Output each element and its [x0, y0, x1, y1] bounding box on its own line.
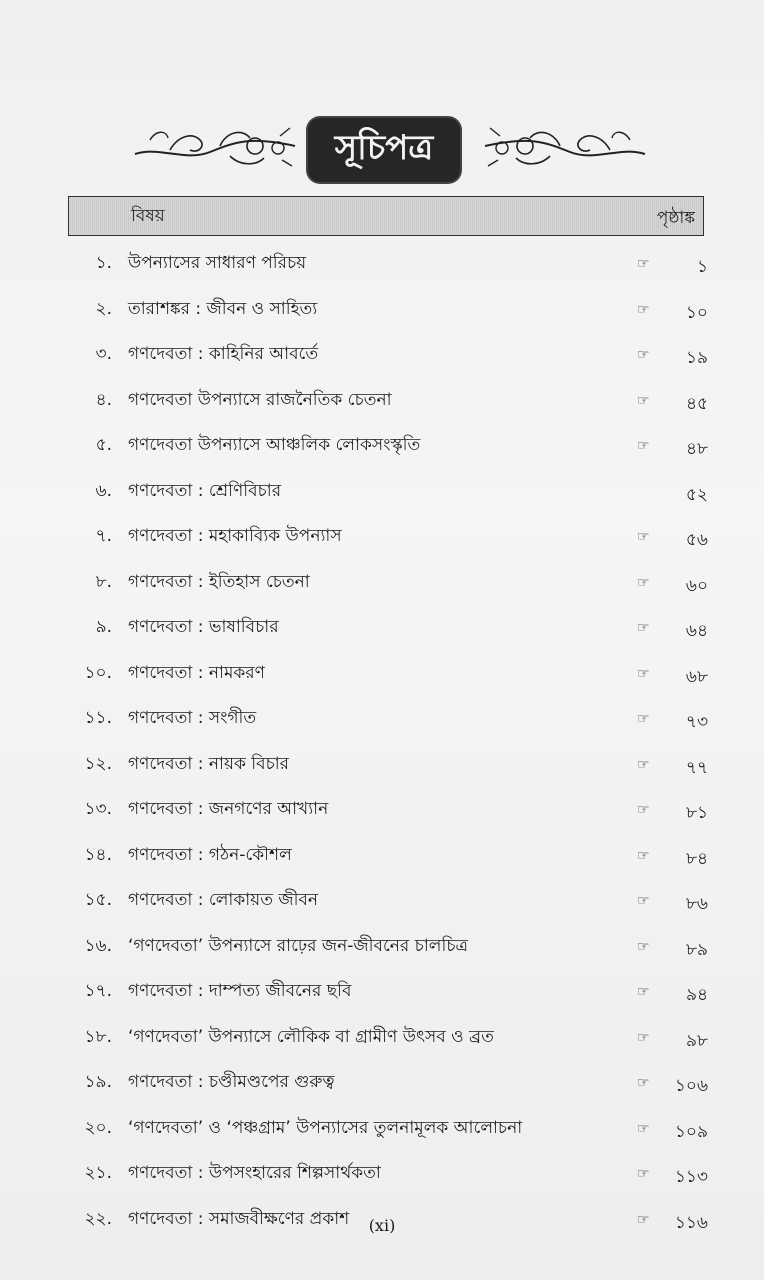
- toc-entry-number: ১৩.: [84, 799, 112, 819]
- pointing-hand-icon: ☞: [637, 256, 650, 272]
- contents-list: [0, 244, 764, 1245]
- toc-entry-number: ৪.: [95, 389, 112, 410]
- toc-entry-number: ২১.: [84, 1163, 112, 1183]
- toc-entry-title: উপন্যাসের সাধারণ পরিচয়: [128, 253, 307, 273]
- pointing-hand-icon: ☞: [637, 620, 650, 636]
- toc-entry-number: ২২.: [84, 1208, 112, 1229]
- toc-entry-title: তারাশঙ্কর : জীবন ও সাহিত্য: [128, 298, 318, 319]
- toc-entry-title: গণদেবতা : ইতিহাস চেতনা: [128, 571, 310, 592]
- toc-entry-number: ২০.: [84, 1117, 112, 1138]
- pointing-hand-icon: ☞: [637, 938, 650, 955]
- toc-entry-number: ৭.: [95, 526, 112, 546]
- toc-entry-page: ৪৮: [685, 439, 708, 459]
- toc-entry-title: ‘গণদেবতা’ ও ‘পঞ্চগ্রাম’ উপন্যাসের তুলনামূলক আলোচনা: [128, 1117, 523, 1138]
- toc-entry-number: ১০.: [84, 662, 112, 683]
- toc-entry-page: ৫৬: [685, 530, 708, 550]
- toc-entry-title: গণদেবতা : নামকরণ: [128, 662, 265, 683]
- toc-entry-number: ৮.: [95, 571, 112, 592]
- toc-entry-page: ১১৬: [674, 1212, 708, 1233]
- pointing-hand-icon: ☞: [637, 1075, 650, 1091]
- toc-entry: [0, 745, 764, 791]
- toc-entry-title: গণদেবতা উপন্যাসে রাজনৈতিক চেতনা: [128, 389, 392, 410]
- toc-entry: [0, 881, 764, 927]
- toc-entry: [0, 927, 764, 973]
- toc-entry-page: ৬৮: [685, 666, 708, 687]
- toc-entry-page: ৮৯: [685, 939, 708, 960]
- toc-entry-page: ৮১: [685, 803, 708, 823]
- toc-entry-page: ৯৮: [685, 1030, 708, 1051]
- toc-entry: [0, 1154, 764, 1200]
- toc-entry-number: ১৯.: [84, 1072, 112, 1092]
- toc-entry-title: গণদেবতা : কাহিনির আবর্তে: [128, 344, 319, 364]
- toc-entry-number: ৩.: [95, 344, 112, 364]
- pointing-hand-icon: ☞: [637, 847, 650, 864]
- toc-entry: [0, 654, 764, 700]
- pointing-hand-icon: ☞: [637, 893, 650, 909]
- pointing-hand-icon: ☞: [637, 1166, 650, 1182]
- toc-entry: [0, 426, 764, 472]
- toc-entry: [0, 290, 764, 336]
- toc-entry-title: গণদেবতা : দাম্পত্য জীবনের ছবি: [128, 981, 352, 1001]
- toc-entry-number: ১৪.: [84, 844, 112, 865]
- pointing-hand-icon: ☞: [637, 711, 650, 727]
- toc-entry: [0, 381, 764, 427]
- toc-entry: [0, 1063, 764, 1109]
- toc-entry-page: ১৯: [685, 348, 708, 368]
- contents-header: [130, 108, 650, 190]
- toc-entry: [0, 244, 764, 290]
- toc-entry-page: ৮৪: [685, 848, 708, 869]
- toc-entry-number: ১৭.: [84, 981, 112, 1001]
- toc-entry-page: ৪৫: [685, 393, 708, 414]
- page-column-header: পৃষ্ঠাঙ্ক: [656, 208, 695, 228]
- toc-entry-title: গণদেবতা : সমাজবীক্ষণের প্রকাশ: [128, 1208, 350, 1229]
- floral-flourish-icon: [480, 116, 650, 176]
- toc-entry-number: ১৫.: [84, 890, 112, 910]
- page-number: (xi): [368, 1216, 396, 1235]
- toc-entry-title: গণদেবতা : লোকায়ত জীবন: [128, 890, 319, 910]
- toc-entry-title: গণদেবতা : ভাষাবিচার: [128, 617, 279, 637]
- toc-entry-page: ৬০: [685, 575, 708, 596]
- toc-entry-page: ১০৬: [674, 1076, 708, 1096]
- pointing-hand-icon: ☞: [637, 574, 650, 591]
- toc-entry: [0, 335, 764, 381]
- toc-entry-title: গণদেবতা উপন্যাসে আঞ্চলিক লোকসংস্কৃতি: [128, 435, 421, 455]
- pointing-hand-icon: ☞: [637, 301, 650, 318]
- toc-entry-page: ৭৩: [685, 712, 708, 732]
- toc-entry: [0, 1109, 764, 1155]
- toc-entry: [0, 699, 764, 745]
- toc-entry-number: ৯.: [95, 617, 112, 637]
- toc-entry-title: গণদেবতা : চণ্ডীমণ্ডপের গুরুত্ব: [128, 1072, 335, 1092]
- toc-entry-title: গণদেবতা : গঠন-কৌশল: [128, 844, 292, 865]
- toc-entry: [0, 517, 764, 563]
- toc-entry-page: ১১৩: [674, 1167, 708, 1187]
- toc-entry-title: গণদেবতা : জনগণের আখ্যান: [128, 799, 329, 819]
- toc-entry-title: গণদেবতা : মহাকাব্যিক উপন্যাস: [128, 526, 342, 546]
- toc-entry-title: ‘গণদেবতা’ উপন্যাসে লৌকিক বা গ্রামীণ উৎসব ও ব্রত: [128, 1026, 494, 1047]
- toc-entry-number: ৫.: [95, 435, 112, 455]
- contents-title-badge: [308, 118, 460, 182]
- page-title: সূচিপত্র: [334, 127, 434, 168]
- toc-entry-title: গণদেবতা : শ্রেণিবিচার: [128, 480, 282, 501]
- toc-entry-number: ১১.: [84, 708, 112, 728]
- pointing-hand-icon: ☞: [637, 756, 650, 773]
- toc-entry: [0, 563, 764, 609]
- toc-entry-page: ৯৪: [685, 985, 708, 1005]
- pointing-hand-icon: ☞: [637, 802, 650, 818]
- toc-entry-page: ৮৬: [685, 894, 708, 914]
- toc-entry-page: ৬৪: [685, 621, 708, 641]
- pointing-hand-icon: ☞: [637, 1211, 650, 1228]
- toc-entry-page: ১০৯: [674, 1121, 708, 1142]
- toc-entry-number: ২.: [95, 298, 112, 319]
- toc-entry-title: গণদেবতা : নায়ক বিচার: [128, 753, 290, 774]
- toc-entry: [0, 472, 764, 518]
- toc-entry-title: ‘গণদেবতা’ উপন্যাসে রাঢ়ের জন-জীবনের চালচিত্র: [128, 935, 468, 956]
- toc-entry-number: ৬.: [95, 480, 112, 501]
- pointing-hand-icon: ☞: [637, 984, 650, 1000]
- pointing-hand-icon: ☞: [637, 1029, 650, 1046]
- toc-entry: [0, 1018, 764, 1064]
- toc-entry-number: ১২.: [84, 753, 112, 774]
- toc-entry-page: ৭৭: [685, 757, 708, 778]
- floral-flourish-icon: [130, 116, 300, 176]
- pointing-hand-icon: ☞: [637, 529, 650, 545]
- pointing-hand-icon: ☞: [637, 392, 650, 409]
- toc-entry-title: গণদেবতা : উপসংহারের শিল্পসার্থকতা: [128, 1163, 381, 1183]
- contents-table-header: [68, 196, 704, 236]
- toc-entry-number: ১৮.: [84, 1026, 112, 1047]
- toc-entry-page: ১০: [685, 302, 708, 323]
- subject-column-header: বিষয়: [131, 206, 165, 226]
- pointing-hand-icon: ☞: [637, 665, 650, 682]
- pointing-hand-icon: ☞: [637, 347, 650, 363]
- pointing-hand-icon: ☞: [637, 438, 650, 454]
- toc-entry: [0, 790, 764, 836]
- toc-entry: [0, 836, 764, 882]
- toc-entry-number: ১.: [95, 253, 112, 273]
- toc-entry: [0, 972, 764, 1018]
- toc-entry-page: ১: [696, 257, 708, 277]
- toc-entry-title: গণদেবতা : সংগীত: [128, 708, 257, 728]
- toc-entry-page: ৫২: [685, 484, 708, 505]
- toc-entry-number: ১৬.: [84, 935, 112, 956]
- pointing-hand-icon: ☞: [637, 1120, 650, 1137]
- toc-entry: [0, 608, 764, 654]
